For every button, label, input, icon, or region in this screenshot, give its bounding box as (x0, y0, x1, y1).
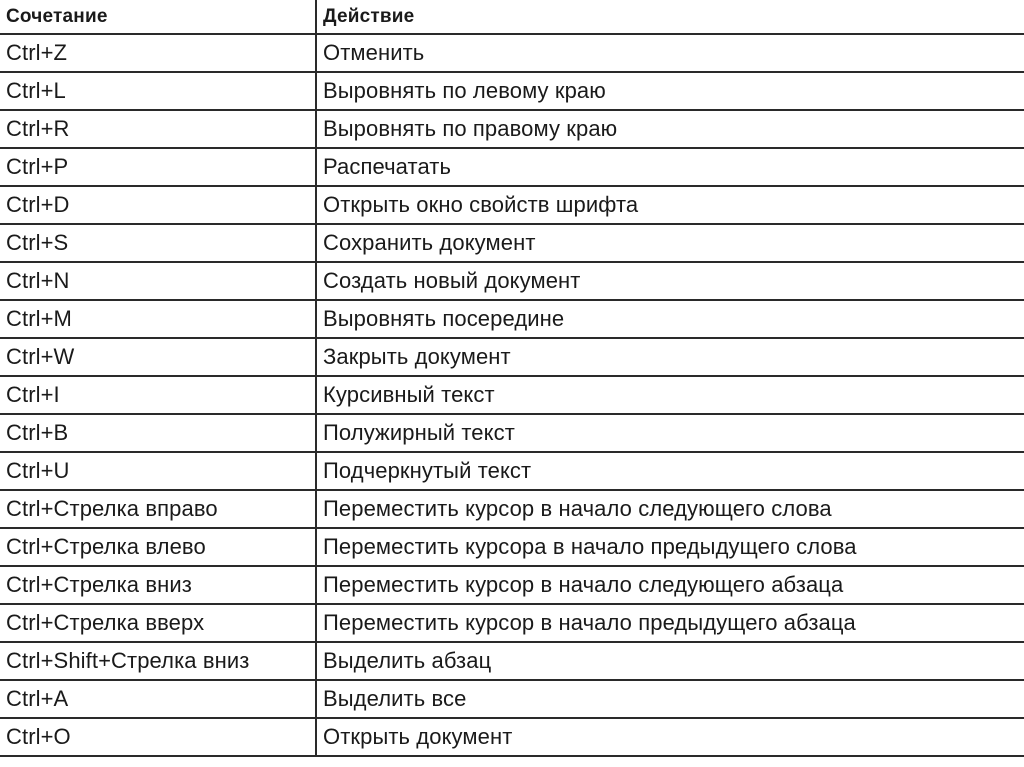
table-row (0, 224, 1024, 262)
table-row (0, 718, 1024, 756)
action-cell: Открыть окно свойств шрифта (316, 186, 1024, 224)
shortcut-cell: Ctrl+Стрелка влево (0, 528, 316, 566)
shortcut-cell: Ctrl+Стрелка вправо (0, 490, 316, 528)
table-row (0, 376, 1024, 414)
action-cell: Создать новый документ (316, 262, 1024, 300)
action-cell: Выровнять по левому краю (316, 72, 1024, 110)
shortcut-cell: Ctrl+M (0, 300, 316, 338)
column-header-shortcut: Сочетание (0, 0, 316, 34)
shortcut-cell: Ctrl+Shift+Стрелка вниз (0, 642, 316, 680)
table-row (0, 414, 1024, 452)
shortcut-cell: Ctrl+O (0, 718, 316, 756)
table-row (0, 338, 1024, 376)
action-cell: Сохранить документ (316, 224, 1024, 262)
shortcut-cell: Ctrl+I (0, 376, 316, 414)
column-header-action: Действие (316, 0, 1024, 34)
action-cell: Отменить (316, 34, 1024, 72)
table-row (0, 34, 1024, 72)
shortcut-cell: Ctrl+Стрелка вверх (0, 604, 316, 642)
table-row (0, 262, 1024, 300)
shortcut-cell: Ctrl+R (0, 110, 316, 148)
table-row (0, 452, 1024, 490)
action-cell: Распечатать (316, 148, 1024, 186)
action-cell: Переместить курсор в начало предыдущего абзаца (316, 604, 1024, 642)
shortcut-cell: Ctrl+Z (0, 34, 316, 72)
table-row (0, 72, 1024, 110)
shortcut-cell: Ctrl+N (0, 262, 316, 300)
table-row (0, 148, 1024, 186)
shortcut-cell: Ctrl+Стрелка вниз (0, 566, 316, 604)
shortcut-cell: Ctrl+U (0, 452, 316, 490)
table-row (0, 566, 1024, 604)
shortcut-cell: Ctrl+W (0, 338, 316, 376)
action-cell: Выделить все (316, 680, 1024, 718)
action-cell: Переместить курсор в начало следующего слова (316, 490, 1024, 528)
action-cell: Выровнять по правому краю (316, 110, 1024, 148)
action-cell: Переместить курсор в начало следующего абзаца (316, 566, 1024, 604)
action-cell: Выделить абзац (316, 642, 1024, 680)
action-cell: Подчеркнутый текст (316, 452, 1024, 490)
action-cell: Полужирный текст (316, 414, 1024, 452)
shortcut-cell: Ctrl+B (0, 414, 316, 452)
shortcut-cell: Ctrl+L (0, 72, 316, 110)
action-cell: Курсивный текст (316, 376, 1024, 414)
table-row (0, 642, 1024, 680)
table-row (0, 604, 1024, 642)
table-row (0, 110, 1024, 148)
table-row (0, 528, 1024, 566)
shortcut-cell: Ctrl+D (0, 186, 316, 224)
action-cell: Закрыть документ (316, 338, 1024, 376)
shortcut-cell: Ctrl+S (0, 224, 316, 262)
action-cell: Открыть документ (316, 718, 1024, 756)
table-row (0, 186, 1024, 224)
table-row (0, 490, 1024, 528)
table-row (0, 300, 1024, 338)
table-row (0, 680, 1024, 718)
action-cell: Переместить курсора в начало предыдущего слова (316, 528, 1024, 566)
table-header-row (0, 0, 1024, 34)
shortcut-cell: Ctrl+A (0, 680, 316, 718)
shortcut-cell: Ctrl+P (0, 148, 316, 186)
action-cell: Выровнять посередине (316, 300, 1024, 338)
